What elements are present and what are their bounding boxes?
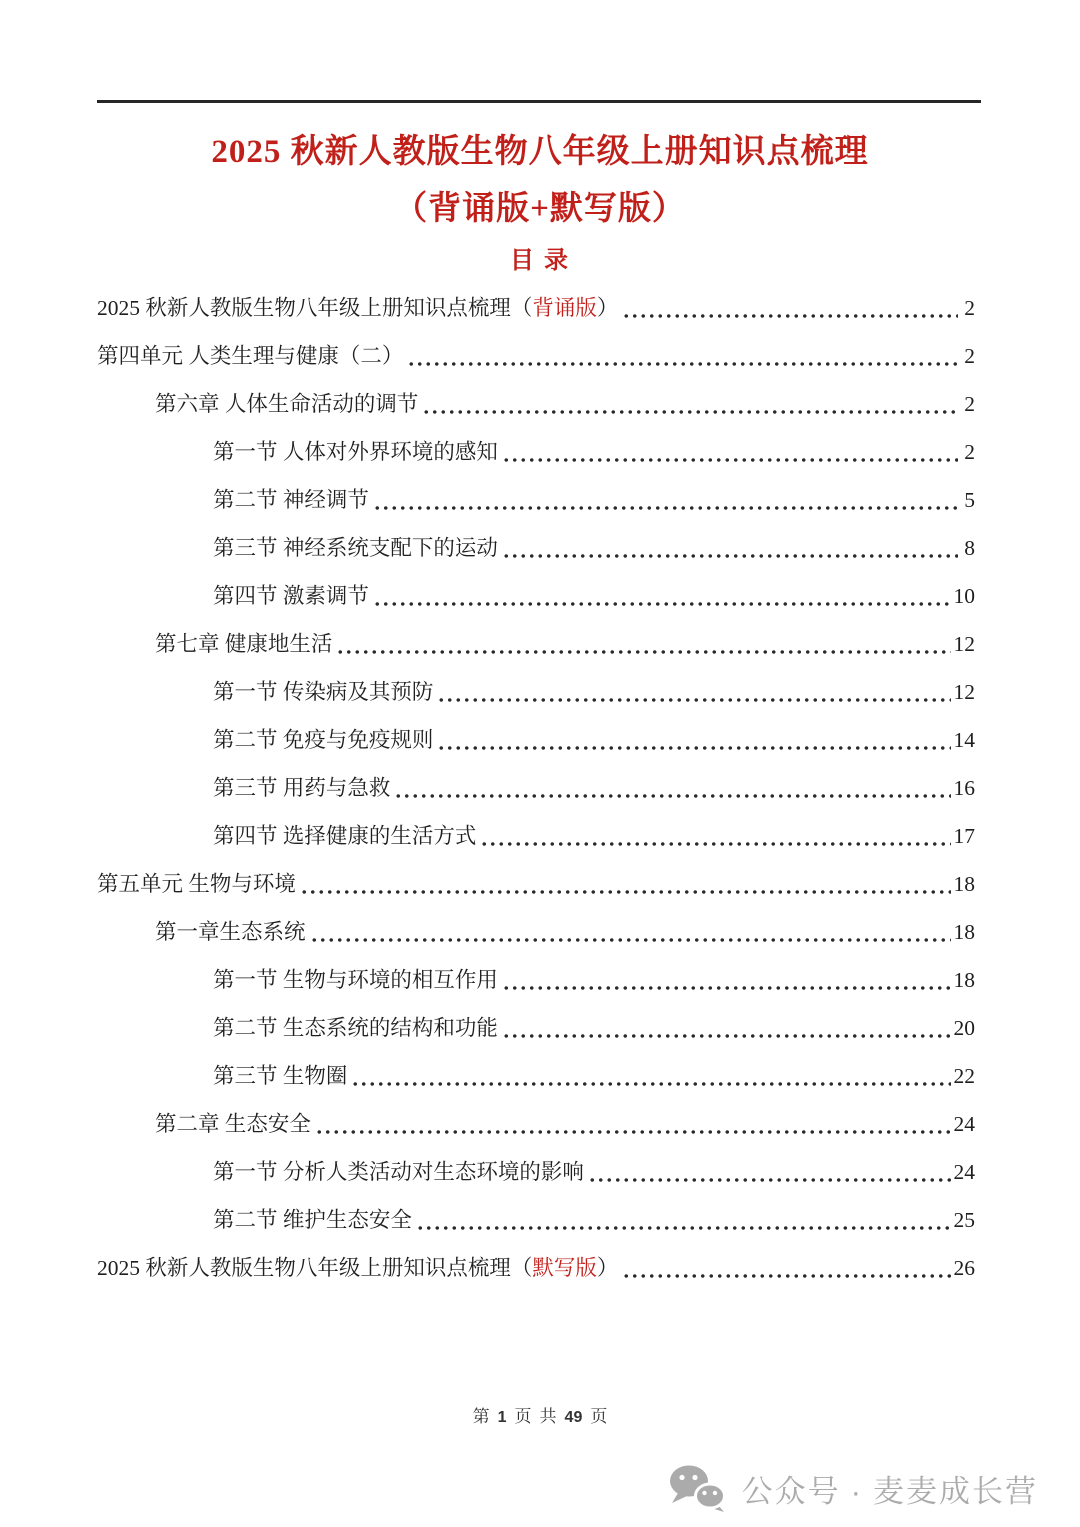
footer-label-ye2: 页 [590,1407,608,1426]
toc-entry-page: 25 [953,1207,975,1232]
toc-leader-dots [373,602,951,606]
toc-leader-dots [351,1082,950,1086]
toc-entry [97,1241,975,1289]
toc-entry-page: 2 [964,343,975,368]
toc-entry-page: 2 [964,391,975,416]
toc-entry [97,713,975,761]
toc-leader-dots [437,746,950,750]
header-rule [97,100,981,103]
toc-entry-page: 24 [953,1159,975,1184]
toc-entry-text: 2025 秋新人教版生物八年级上册知识点梳理（ [97,295,533,320]
toc-entry-text: 第五单元 生物与环境 [97,871,296,896]
toc-entry-text: 第一节 传染病及其预防 [213,679,434,704]
toc-entry-page: 26 [953,1255,975,1280]
toc-leader-dots [502,458,958,462]
toc-entry [97,761,975,809]
toc-list [97,281,975,1289]
toc-entry-page: 16 [953,775,975,800]
toc-entry [97,953,975,1001]
toc-entry-text: 第一节 人体对外界环境的感知 [213,439,498,464]
toc-entry-text: 第二节 维护生态安全 [213,1207,412,1232]
toc-entry [97,473,975,521]
toc-entry-page: 2 [964,295,975,320]
toc-leader-dots [502,1034,951,1038]
toc-entry-text: 第七章 健康地生活 [155,631,333,656]
toc-entry-text: 第四单元 人类生理与健康（二） [97,343,404,368]
toc-leader-dots [437,698,950,702]
watermark-separator: · [850,1473,863,1509]
toc-entry-page: 2 [964,439,975,464]
wechat-icon [668,1462,730,1514]
toc-entry-text: 第四节 激素调节 [213,583,369,608]
toc-entry-page: 12 [953,631,975,656]
toc-entry-text: 第二节 生态系统的结构和功能 [213,1015,498,1040]
watermark-text [742,1466,1038,1511]
toc-entry-page: 5 [964,487,975,512]
toc-leader-dots [588,1178,951,1182]
document-title-line2: （背诵版+默写版） [394,191,686,228]
toc-entry [97,569,975,617]
toc-leader-dots [373,506,958,510]
toc-entry [97,521,975,569]
toc-entry-text: 第二节 免疫与免疫规则 [213,727,434,752]
toc-entry-page: 22 [953,1063,975,1088]
toc-leader-dots [300,890,951,894]
toc-entry-text: 第二节 神经调节 [213,487,369,512]
document-title-line1: 2025 秋新人教版生物八年级上册知识点梳理 [211,134,869,170]
toc-entry [97,857,975,905]
toc-entry-text: 第三节 神经系统支配下的运动 [213,535,498,560]
toc-leader-dots [622,1274,950,1278]
toc-entry-text: 第二章 生态安全 [155,1111,311,1136]
toc-entry-text: 第一节 分析人类活动对生态环境的影响 [213,1159,584,1184]
watermark-account-name: 麦麦成长营 [873,1473,1038,1509]
toc-entry [97,377,975,425]
toc-entry-text: 第三节 生物圈 [213,1063,348,1088]
toc-leader-dots [480,842,950,846]
watermark-account-label: 公众号 [741,1473,841,1509]
toc-entry [97,281,975,329]
toc-entry-page: 12 [953,679,975,704]
toc-leader-dots [422,410,958,414]
toc-entry [97,329,975,377]
toc-leader-dots [416,1226,951,1230]
toc-entry [97,1193,975,1241]
footer-page-number: 1 [497,1409,507,1426]
toc-entry-highlight: 默写版 [532,1255,597,1280]
toc-entry [97,617,975,665]
toc-leader-dots [336,650,950,654]
toc-entry-page: 10 [953,583,975,608]
toc-entry [97,809,975,857]
toc-leader-dots [394,794,950,798]
toc-entry-after: ） [596,1255,619,1280]
toc-entry-text: 第四节 选择健康的生活方式 [213,823,477,848]
toc-entry-after: ） [596,295,619,320]
toc-entry-page: 17 [953,823,975,848]
toc-leader-dots [310,938,951,942]
toc-entry [97,1145,975,1193]
footer-total-pages: 49 [564,1409,583,1426]
toc-entry [97,1001,975,1049]
toc-leader-dots [502,554,958,558]
toc-entry [97,425,975,473]
toc-entry [97,1049,975,1097]
toc-entry [97,905,975,953]
watermark [668,1462,1038,1514]
toc-leader-dots [315,1130,951,1134]
toc-entry-highlight: 背诵版 [532,295,597,320]
toc-entry-text: 2025 秋新人教版生物八年级上册知识点梳理（ [97,1255,533,1280]
toc-entry-page: 18 [953,919,975,944]
toc-entry-text: 第六章 人体生命活动的调节 [155,391,419,416]
toc-entry-text: 第一节 生物与环境的相互作用 [213,967,498,992]
toc-entry [97,665,975,713]
toc-leader-dots [502,986,951,990]
toc-entry-page: 14 [953,727,975,752]
footer-label-gong: 共 [539,1407,557,1426]
page-footer [0,1402,1080,1427]
toc-leader-dots [622,314,958,318]
toc-entry-page: 24 [953,1111,975,1136]
toc-leader-dots [407,362,958,366]
toc-entry-page: 18 [953,871,975,896]
footer-label-di: 第 [472,1407,490,1426]
footer-label-ye: 页 [514,1407,532,1426]
toc-entry-page: 8 [964,535,975,560]
toc-entry-page: 20 [953,1015,975,1040]
toc-entry-text: 第三节 用药与急救 [213,775,391,800]
toc-entry-text: 第一章生态系统 [155,919,306,944]
toc-entry-page: 18 [953,967,975,992]
toc-heading: 目 录 [510,247,570,274]
title-block [0,0,1080,275]
toc-entry [97,1097,975,1145]
